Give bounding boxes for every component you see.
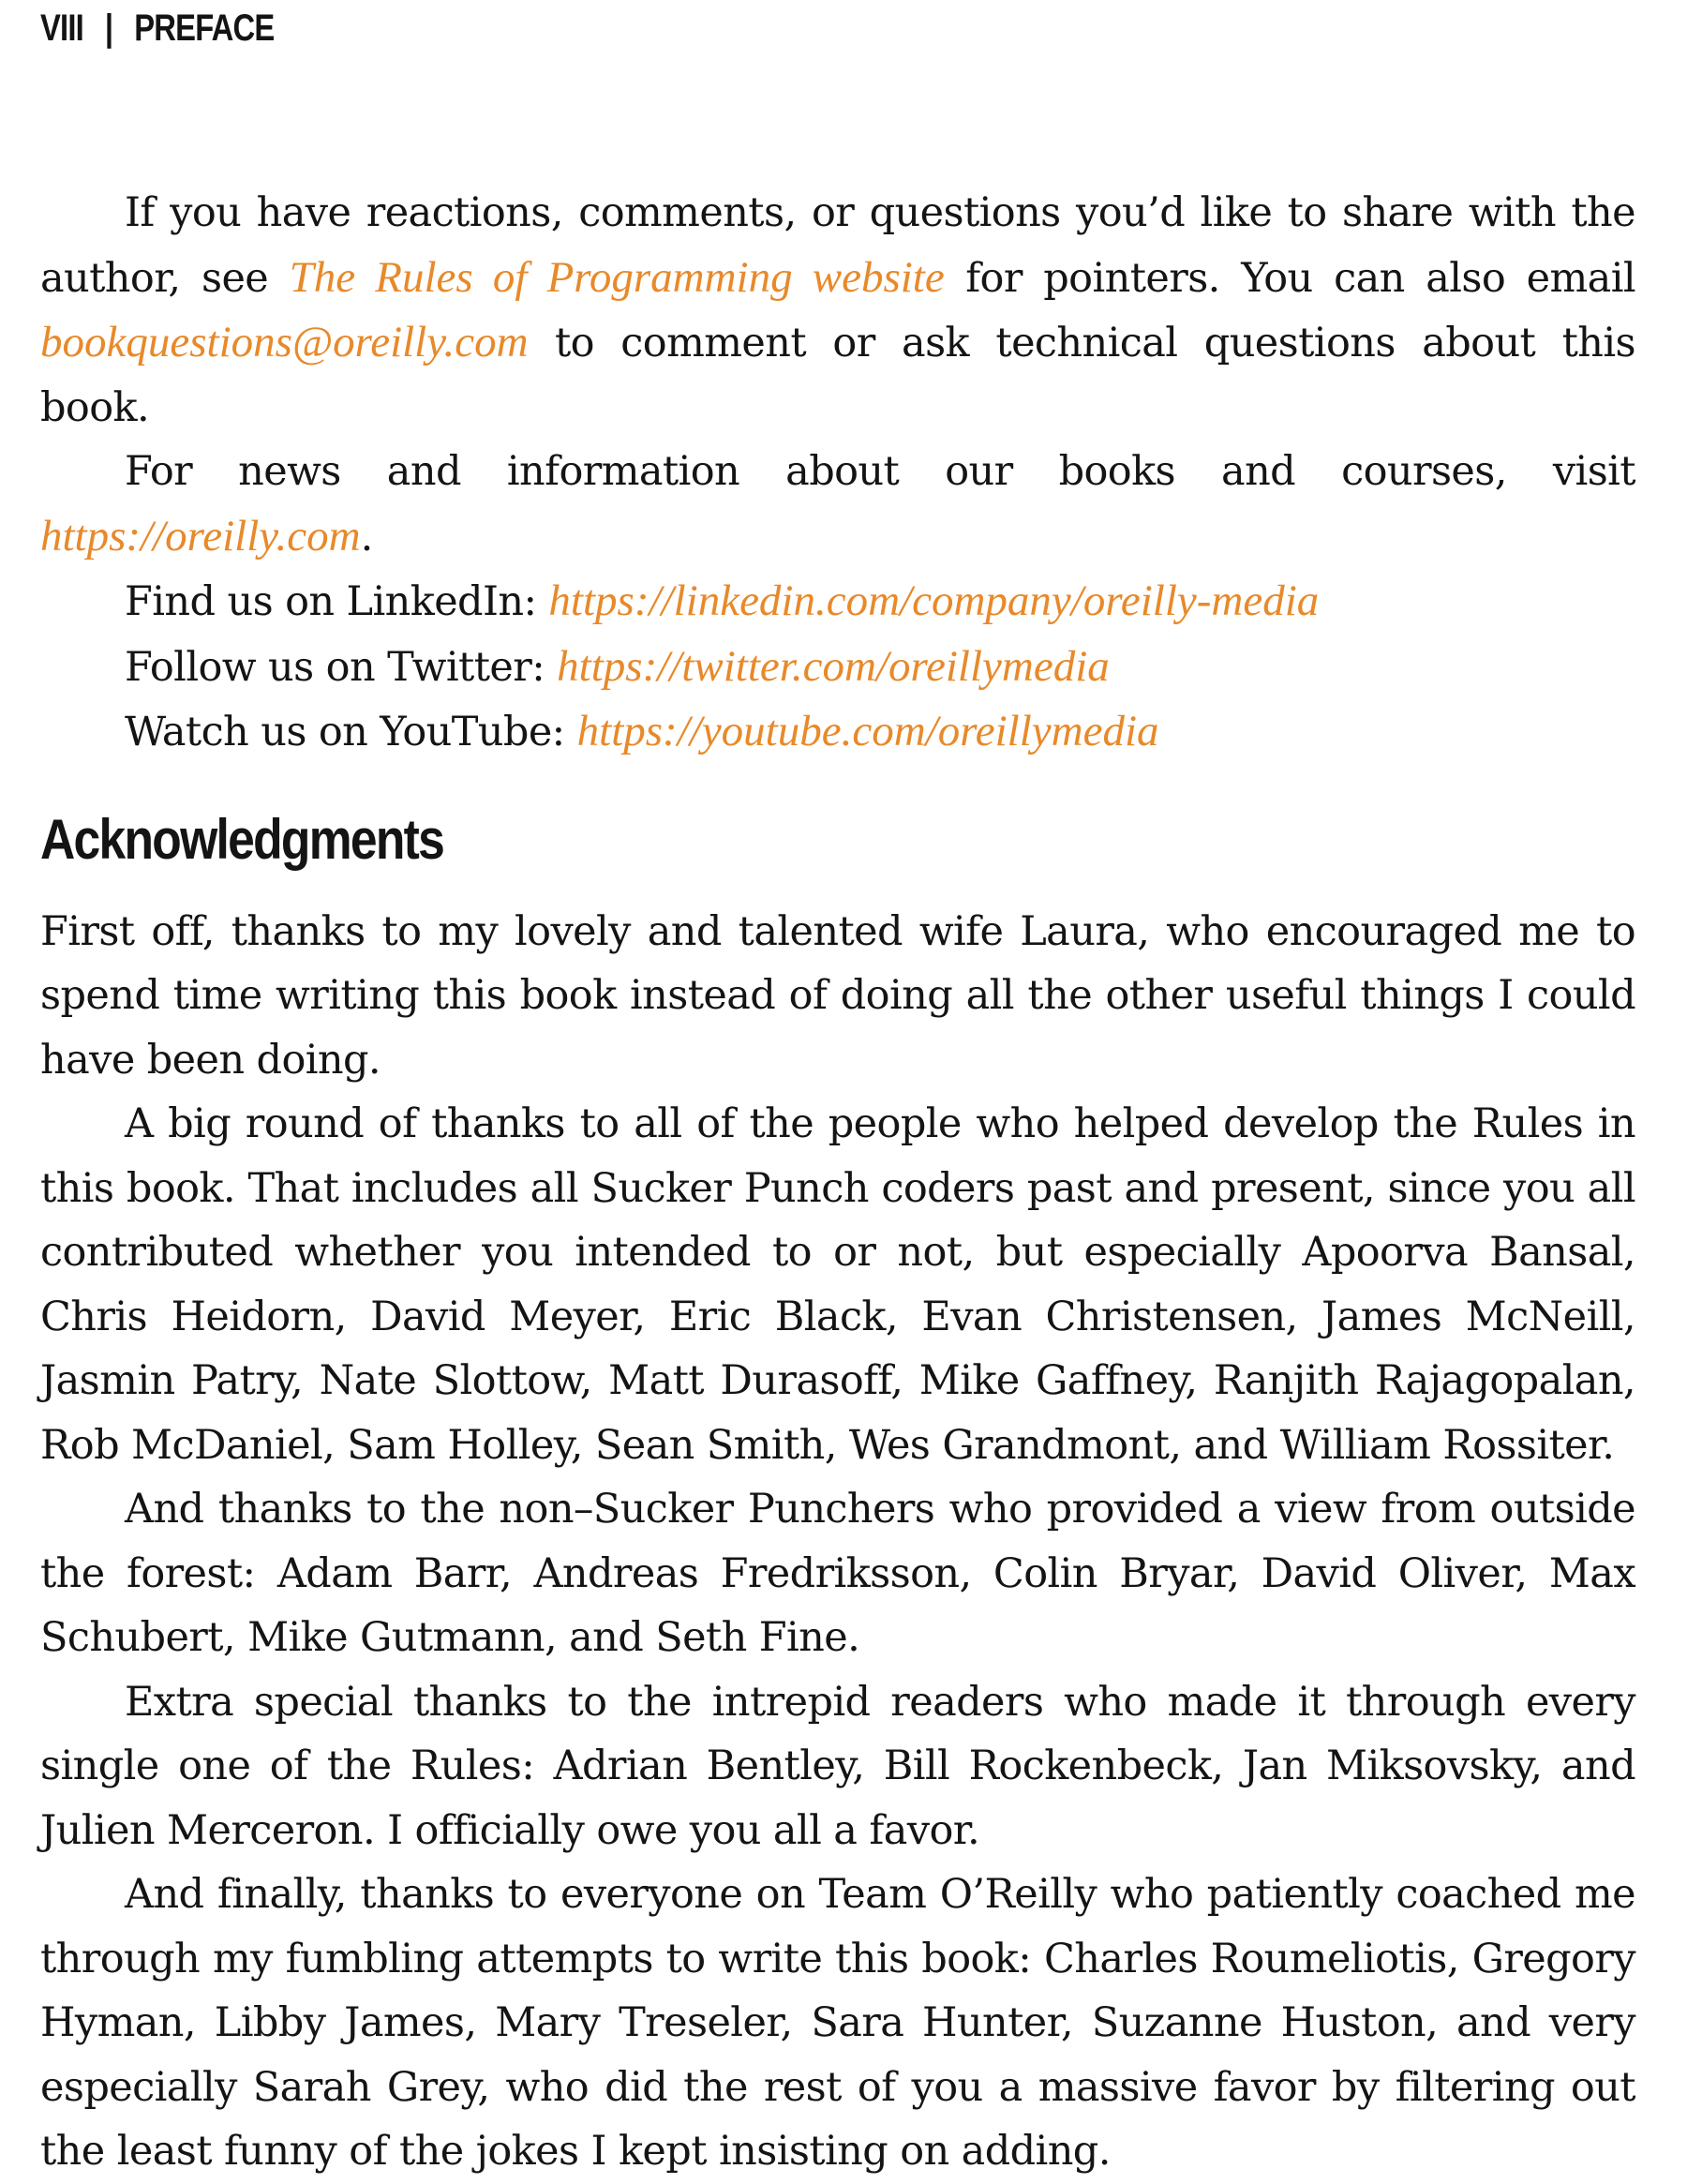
book-title-link[interactable]: The Rules of Programming	[289, 252, 793, 302]
running-head	[40, 7, 274, 50]
header-separator: |	[104, 7, 113, 49]
news-text: For news and information about our books and courses, visit	[125, 448, 1635, 495]
page-body	[40, 181, 1635, 2184]
linkedin-label: Find us on LinkedIn:	[125, 578, 549, 625]
news-period: .	[360, 513, 373, 561]
contact-middle-text: for pointers. You can also email	[944, 254, 1636, 302]
page-number: VIII	[40, 7, 83, 49]
twitter-label: Follow us on Twitter:	[125, 643, 558, 691]
contact-outro-text: to comment or ask technical questions about this book.	[40, 320, 1635, 431]
ack-paragraph-1: First off, thanks to my lovely and talented wife Laura, who encouraged me to spend time writing this book instead of doing all the other useful things I could have been doing.	[40, 907, 1635, 1084]
youtube-line	[40, 699, 1635, 765]
oreilly-link[interactable]: https://oreilly.com	[40, 511, 361, 561]
contact-intro-text: If you have reactions, comments, or questions you’d like to share with the author, see	[40, 189, 1635, 302]
email-link[interactable]: bookquestions@oreilly.com	[40, 318, 529, 366]
acknowledgments-heading: Acknowledgments	[40, 807, 444, 871]
linkedin-link[interactable]: https://linkedin.com/company/oreilly-media	[548, 576, 1320, 625]
ack-paragraph-4: Extra special thanks to the intrepid readers who made it through every single one of the Rules: Adrian Bentley, Bill Rockenbeck, Jan Miksovsky, and Julien Merceron. I officially owe you all a favor.	[40, 1678, 1635, 1854]
ack-paragraph-2: A big round of thanks to all of the people who helped develop the Rules in this book. That includes all Sucker Punch coders past and present, since you all contributed whether you intended to or not, but especially Apoorva Bansal, Chris Heidorn, David Meyer, Eric Black, Evan Christensen, James McNeill, Jasmin Patry, Nate Slottow, Matt Durasoff, Mike Gaffney, Ranjith Rajagopalan, Rob McDaniel, Sam Holley, Sean Smith, Wes Grandmont, and William Rossiter.	[40, 1100, 1635, 1469]
twitter-line	[40, 635, 1635, 700]
ack-paragraph-5: And finally, thanks to everyone on Team O’Reilly who patiently coached me through my fumbling attempts to write this book: Charles Roumeliotis, Gregory Hyman, Libby James, Mary Treseler, Sara Hunter, Suzanne Huston, and very especially Sarah Grey, who did the rest of you a massive favor by filtering out the least funny of the jokes I kept insisting on adding.	[40, 1871, 1635, 2175]
youtube-label: Watch us on YouTube:	[125, 709, 577, 755]
news-paragraph	[40, 440, 1635, 569]
website-link[interactable]: website	[812, 252, 945, 302]
section-title: PREFACE	[134, 7, 275, 49]
linkedin-line	[40, 569, 1635, 635]
contact-paragraph	[40, 181, 1635, 440]
ack-paragraph-3: And thanks to the non–Sucker Punchers who provided a view from outside the forest: Adam Barr, Andreas Fredriksson, Colin Bryar, David Oliver, Max Schubert, Mike Gutmann, and Seth Fine.	[40, 1486, 1635, 1661]
youtube-link[interactable]: https://youtube.com/oreillymedia	[576, 707, 1159, 755]
twitter-link[interactable]: https://twitter.com/oreillymedia	[557, 641, 1110, 691]
